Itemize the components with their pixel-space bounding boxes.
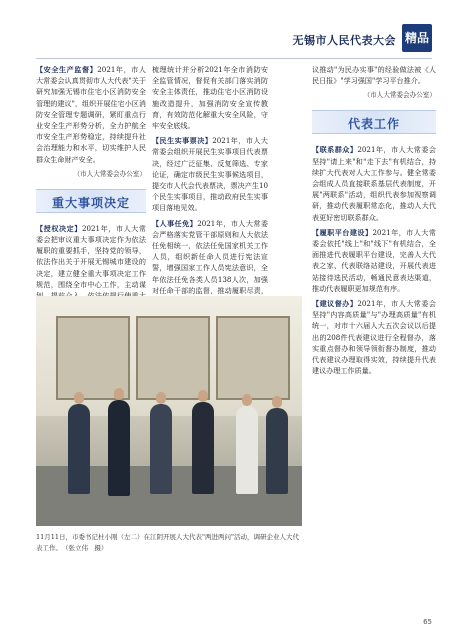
- paragraph-continued-right: 议推动"为民办实事"的经验做法被《人民日报》"学习强国"学习平台推介。: [312, 65, 436, 86]
- paragraph-livelihood-vote: 【民生实事票决】2021年，市人大常委会组织开展民生实事项目代表票决，经过广泛征集、反复筛选、专家论证，确定市级民生实事候选项目，提交市人代会代表票决，票决产生10个民生实事项目，推动政府民生实事项目落地见效。: [152, 136, 269, 213]
- paragraph-contact-masses: 【联系群众】2021年，市人大常委会坚持"请上来"和"走下去"有机结合，持续扩大代表对人大工作参与。健全常委会组成人员直接联系基层代表制度，开展"两联系"活动，组织代表参加视察调研，推动代表履职常态化，推动人大代表更好密切联系群众。: [312, 145, 436, 222]
- byline: （市人大常委会办公室）: [363, 91, 436, 100]
- paragraph-suggestion-supervision: 【建议督办】2021年，市人大常委会坚持"内容高质量"与"办理高质量"有机统一，对市十六届人大五次会议以后提出的208件代表建议进行全程督办，落实重点督办和领导领衔督办制度，推动代表建议办理取得实效，持续提升代表建议办理工作质量。: [312, 299, 436, 376]
- paragraph-continued: 梳理统计并分析2021年全市消防安全监管情况，督促有关部门落实消防安全主体责任，推动住宅小区消防设施改造提升，加强消防安全宣传教育，有效防范化解重大安全风险，守牢安全底线。: [152, 65, 268, 131]
- person-figure: [266, 408, 288, 494]
- person-figure: [150, 404, 172, 494]
- page-header: [0, 0, 468, 56]
- paragraph-authorization: 【授权决定】2021年，市人大常委会把审议重大事项决定作为依法履职的重要抓手，坚持党的领导，依法作出关于开展无锡城市建设的决定，建立健全重大事项决定工作规范，围绕全市中心工作，主动谋: [36, 223, 146, 289]
- column-right: [312, 64, 436, 380]
- section-heading-major-decisions: 重大事项决定: [36, 189, 146, 213]
- person-head: [272, 396, 282, 408]
- person-head: [242, 394, 252, 406]
- paragraph-platform: 【履职平台建设】2021年，市人大常委会依托"线上"和"线下"有机结合，全面推进代表履职平台建设，完善人大代表之家、代表联络站建设，开展代表进站接待选民活动，畅通民意表达渠道，推动代表履职更加规范有序。: [312, 227, 437, 293]
- column-middle: [152, 64, 268, 322]
- byline: （市人大常委会办公室）: [73, 169, 146, 178]
- page-number: 65: [423, 618, 432, 626]
- header-divider: [36, 58, 432, 59]
- person-figure: [236, 406, 258, 494]
- person-figure: [68, 404, 90, 494]
- paragraph-personnel: 【人事任免】2021年，市人大常委会严格落实党管干部原则和人大依法任免相统一，依法任免国家机关工作人员，组织新任命人员进行宪法宣誓，增强国家工作人员宪法意识，全年依法任免各类人员138人次，加强对任命干部的监督，推动履职尽责，: [152, 218, 268, 295]
- person-head: [198, 390, 208, 402]
- person-figure: [192, 402, 214, 494]
- photo-display-panel: [216, 316, 290, 400]
- photo-display-panel: [136, 316, 210, 400]
- photo-caption: 11月11日，市委书记杜小刚（左二）在江阴开展人大代表"两进两问"活动，调研企业人大代表工作。 （张立伟 摄）: [36, 533, 300, 552]
- paragraph-safety: 【安全生产监督】2021年，市人大常委会认真贯彻市人大代表"关于研究加强无锡市住宅小区消防安全管理的建议"，组织开展住宅小区消防安全管理专题调研，紧盯重点行业安全生产形势分析，全力护航全市安全生产形势稳定，持续提升社会治理能力和水平，切实维护人民群众生命财产安全。: [36, 65, 146, 164]
- header-title: 无锡市人民代表大会: [292, 34, 396, 47]
- person-head: [74, 392, 84, 404]
- section-heading-deputy-work: 代表工作: [312, 110, 436, 134]
- person-head: [156, 392, 166, 404]
- person-figure: [108, 400, 130, 496]
- news-photo: [36, 296, 302, 526]
- person-head: [114, 388, 124, 400]
- yearbook-logo: 精品: [402, 24, 432, 52]
